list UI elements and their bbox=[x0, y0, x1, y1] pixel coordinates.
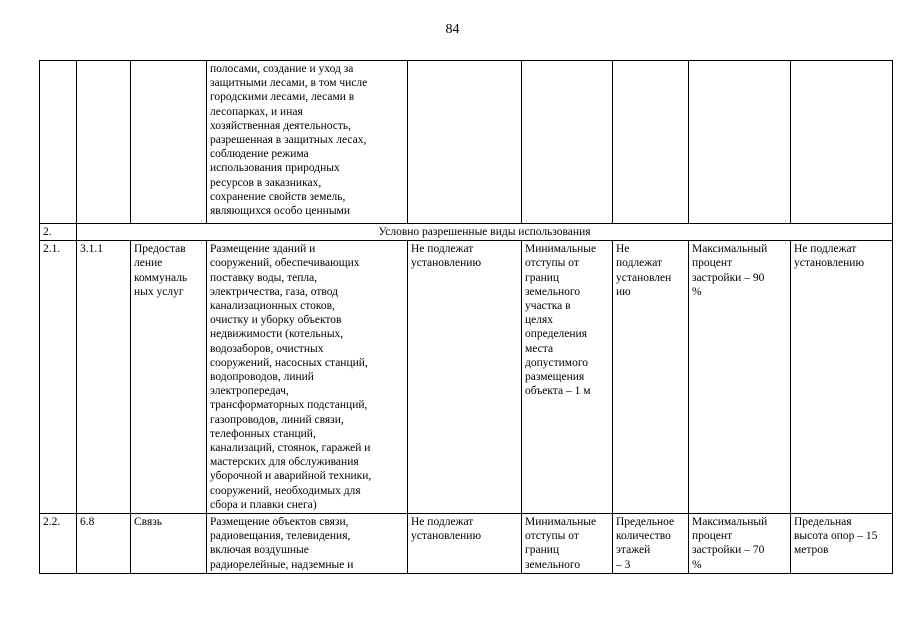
cell-name: Связь bbox=[131, 514, 207, 574]
section-title: Условно разрешенные виды использования bbox=[77, 224, 893, 241]
cell-col8: Максимальный процент застройки – 90 % bbox=[689, 241, 791, 514]
table-row bbox=[40, 61, 893, 224]
section-row bbox=[40, 224, 893, 241]
cell-code: 3.1.1 bbox=[77, 241, 131, 514]
cell-number: 2.2. bbox=[40, 514, 77, 574]
cell-col5: Не подлежат установлению bbox=[408, 241, 522, 514]
cell-col7 bbox=[613, 61, 689, 224]
cell-col6: Минимальные отступы от границ земельного участка в целях определения места допустимого размещения объекта – 1 м bbox=[522, 241, 613, 514]
cell-description: Размещение зданий и сооружений, обеспечивающих поставку воды, тепла, электричества, газа, отвод канализационных стоков, очистку и уборку объектов недвижимости (котельных, водозаборов, очистных сооружений, насосных станций, водопроводов, линий электропередач, трансформаторных подстанций, газопроводов, линий связи, телефонных станций, канализаций, стоянок, гаражей и мастерских для обслуживания уборочной и аварийной техники, сооружений, необходимых для сбора и плавки снега) bbox=[207, 241, 408, 514]
section-number: 2. bbox=[40, 224, 77, 241]
cell-col5 bbox=[408, 61, 522, 224]
regulations-table bbox=[39, 60, 893, 574]
cell-col7: Не подлежат установлен ию bbox=[613, 241, 689, 514]
table-row bbox=[40, 514, 893, 574]
cell-number: 2.1. bbox=[40, 241, 77, 514]
table-row bbox=[40, 241, 893, 514]
cell-col8 bbox=[689, 61, 791, 224]
cell-col7: Предельное количество этажей – 3 bbox=[613, 514, 689, 574]
cell-description: полосами, создание и уход за защитными лесами, в том числе городскими лесами, лесами в лесопарках, и иная хозяйственная деятельность, разрешенная в защитных лесах, соблюдение режима использования природных ресурсов в заказниках, сохранение свойств земель, являющихся особо ценными bbox=[207, 61, 408, 224]
cell-description: Размещение объектов связи, радиовещания, телевидения, включая воздушные радиорелейные, надземные и bbox=[207, 514, 408, 574]
cell-col9: Не подлежат установлению bbox=[791, 241, 893, 514]
cell-col9: Предельная высота опор – 15 метров bbox=[791, 514, 893, 574]
cell-code bbox=[77, 61, 131, 224]
cell-col5: Не подлежат установлению bbox=[408, 514, 522, 574]
cell-col6 bbox=[522, 61, 613, 224]
cell-col6: Минимальные отступы от границ земельного bbox=[522, 514, 613, 574]
page-number: 84 bbox=[445, 22, 460, 37]
cell-code: 6.8 bbox=[77, 514, 131, 574]
cell-col8: Максимальный процент застройки – 70 % bbox=[689, 514, 791, 574]
cell-name bbox=[131, 61, 207, 224]
cell-col9 bbox=[791, 61, 893, 224]
cell-name: Предостав ление коммуналь ных услуг bbox=[131, 241, 207, 514]
cell-number bbox=[40, 61, 77, 224]
